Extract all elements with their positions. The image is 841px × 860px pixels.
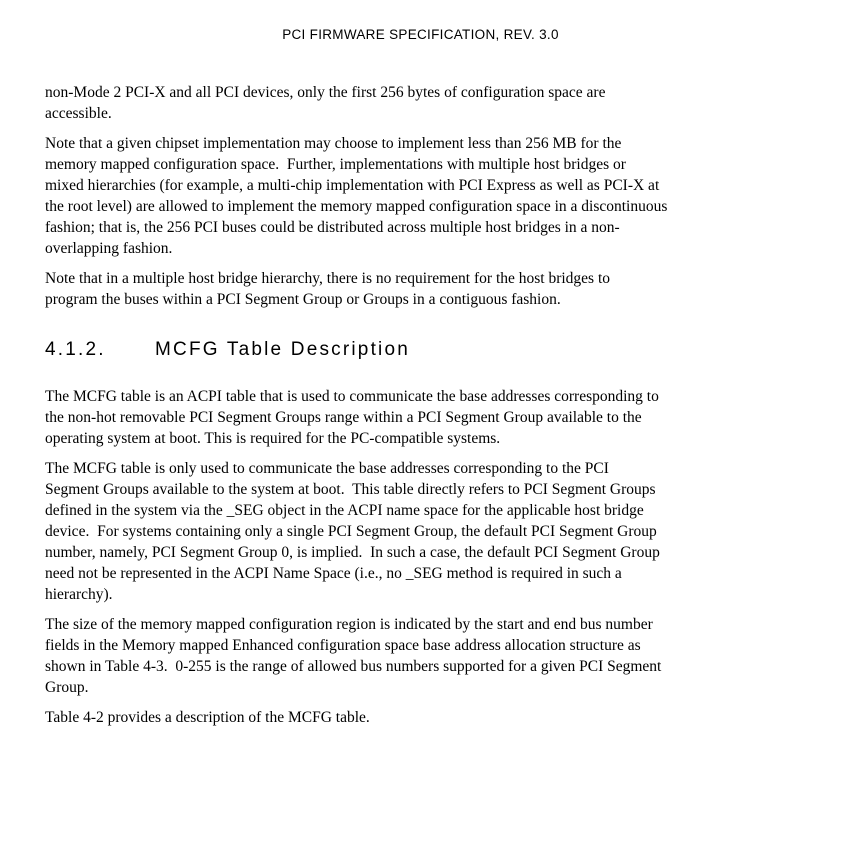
text-line: the root level) are allowed to implement the memory mapped configuration space in a discontinuous (45, 198, 668, 215)
text-line: fields in the Memory mapped Enhanced configuration space base address allocation structure as (45, 637, 641, 654)
section-heading (45, 338, 795, 362)
paragraph (45, 614, 795, 698)
paragraph (45, 707, 795, 728)
text-line: program the buses within a PCI Segment Group or Groups in a contiguous fashion. (45, 291, 561, 308)
text-line: non-Mode 2 PCI-X and all PCI devices, only the first 256 bytes of configuration space are (45, 84, 606, 101)
text-line: Note that a given chipset implementation may choose to implement less than 256 MB for the (45, 135, 622, 152)
text-line: The MCFG table is an ACPI table that is used to communicate the base addresses corresponding to (45, 388, 659, 405)
section-title: MCFG Table Description (155, 339, 411, 360)
paragraph (45, 458, 795, 605)
text-line: Segment Groups available to the system at boot. This table directly refers to PCI Segment Groups (45, 481, 656, 498)
paragraph (45, 386, 795, 449)
text-line: overlapping fashion. (45, 240, 173, 257)
text-line: Table 4-2 provides a description of the MCFG table. (45, 709, 370, 726)
text-line: shown in Table 4-3. 0-255 is the range of allowed bus numbers supported for a given PCI Segment (45, 658, 662, 675)
document-body (45, 82, 795, 737)
text-line: Group. (45, 679, 89, 696)
text-line: need not be represented in the ACPI Name Space (i.e., no _SEG method is required in such a (45, 565, 622, 582)
text-line: operating system at boot. This is required for the PC-compatible systems. (45, 430, 501, 447)
text-line: accessible. (45, 105, 112, 122)
section-number: 4.1.2. (45, 339, 106, 360)
text-line: mixed hierarchies (for example, a multi-chip implementation with PCI Express as well as PCI-X at (45, 177, 660, 194)
paragraph (45, 133, 795, 259)
paragraph (45, 268, 795, 310)
text-line: hierarchy). (45, 586, 113, 603)
text-line: The size of the memory mapped configuration region is indicated by the start and end bus number (45, 616, 653, 633)
text-line: Note that in a multiple host bridge hierarchy, there is no requirement for the host bridges to (45, 270, 611, 287)
text-line: fashion; that is, the 256 PCI buses could be distributed across multiple host bridges in a non- (45, 219, 620, 236)
text-line: memory mapped configuration space. Further, implementations with multiple host bridges or (45, 156, 626, 173)
paragraph (45, 82, 795, 124)
text-line: device. For systems containing only a single PCI Segment Group, the default PCI Segment Group (45, 523, 657, 540)
text-line: defined in the system via the _SEG object in the ACPI name space for the applicable host bridge (45, 502, 644, 519)
text-line: The MCFG table is only used to communicate the base addresses corresponding to the PCI (45, 460, 609, 477)
text-line: number, namely, PCI Segment Group 0, is implied. In such a case, the default PCI Segment Group (45, 544, 660, 561)
text-line: the non-hot removable PCI Segment Groups range within a PCI Segment Group available to the (45, 409, 642, 426)
running-header: PCI FIRMWARE SPECIFICATION, REV. 3.0 (282, 27, 559, 42)
